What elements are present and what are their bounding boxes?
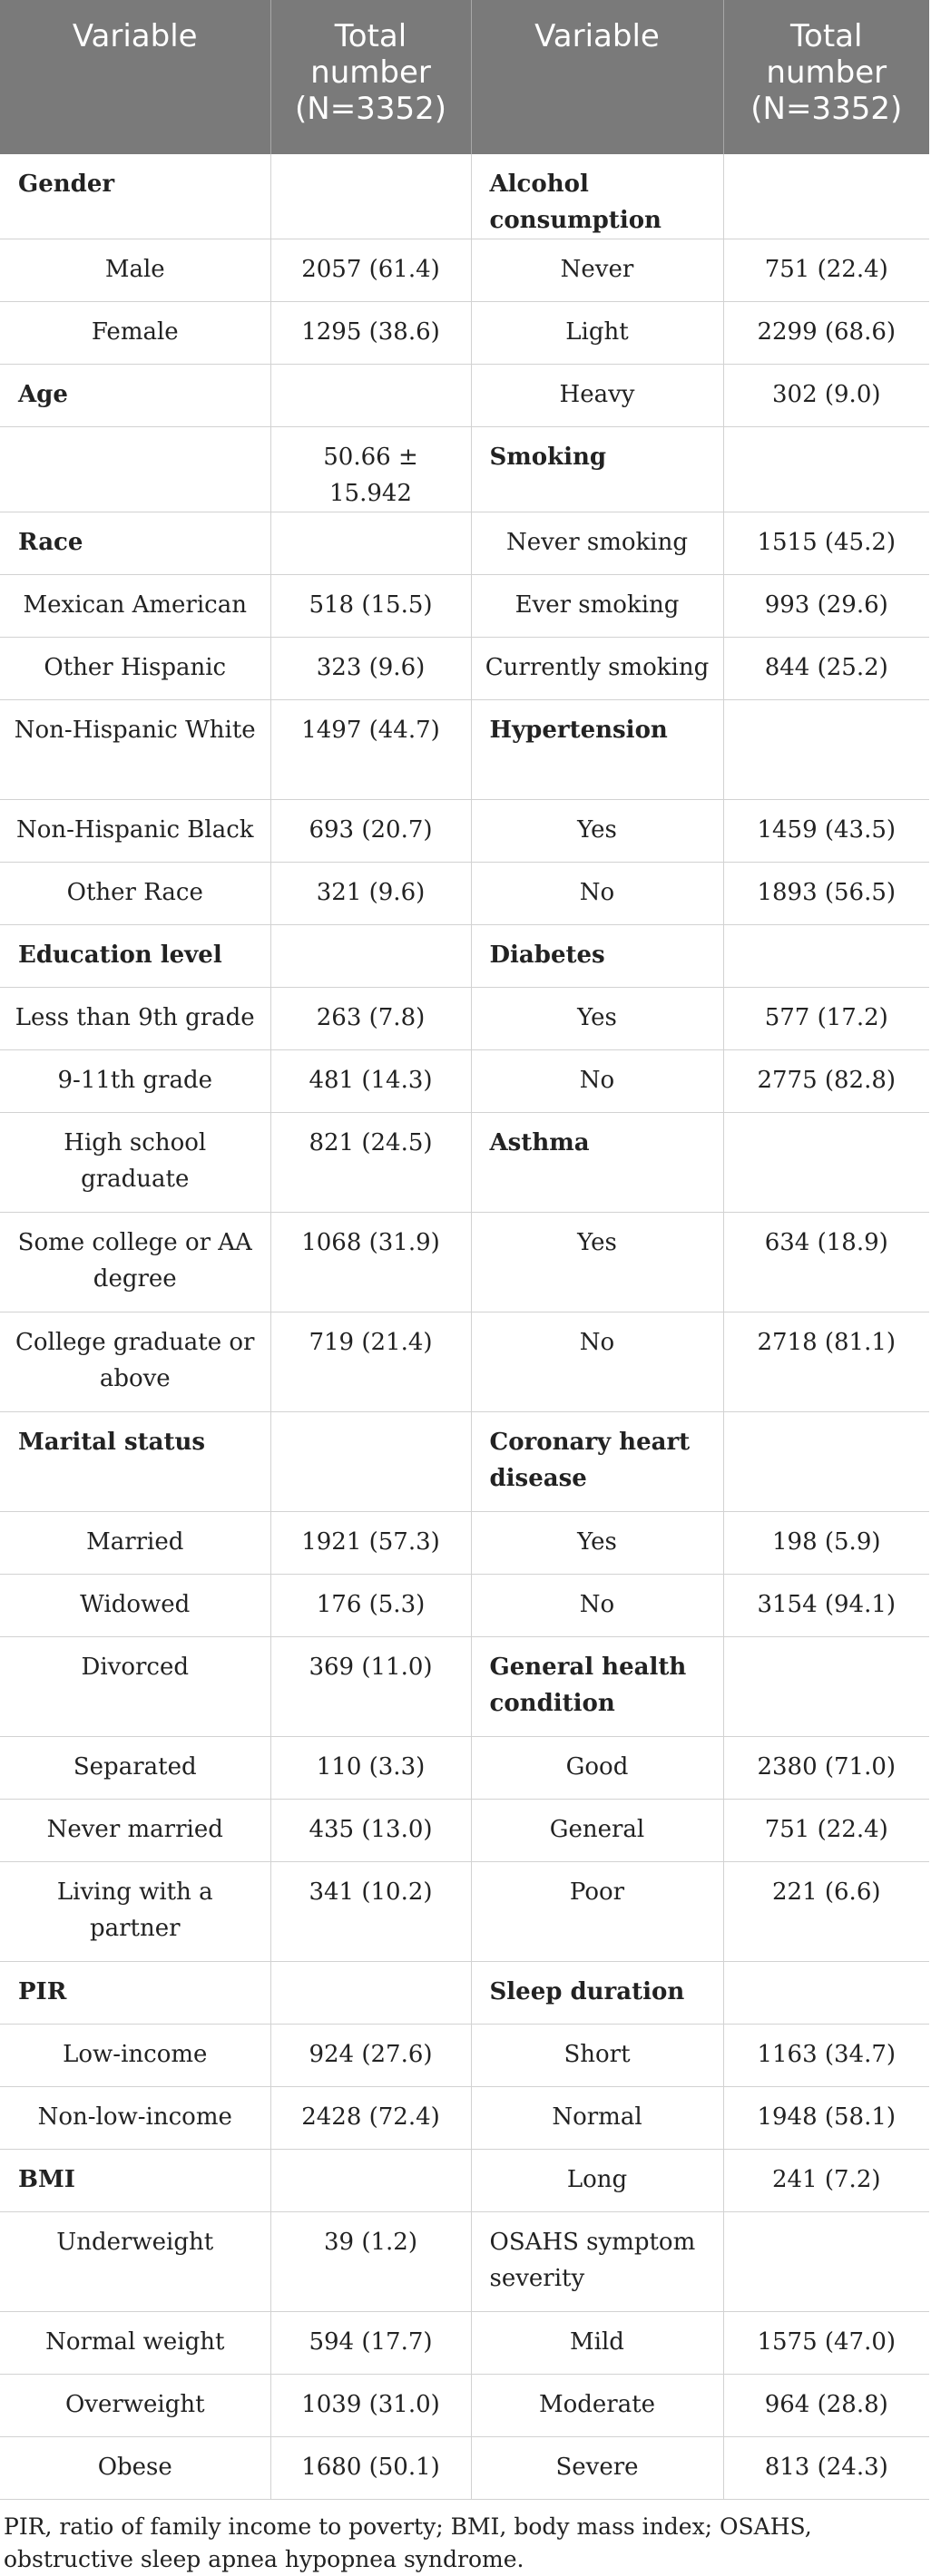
cell-right-count: 2299 (68.6) — [723, 302, 929, 365]
table-row — [0, 863, 929, 925]
cell-right-count: 1459 (43.5) — [723, 800, 929, 863]
cell-right-count — [723, 925, 929, 988]
cell-right-variable-category: Diabetes — [471, 925, 723, 988]
cell-left-count: 110 (3.3) — [270, 1737, 471, 1800]
table-row — [0, 2437, 929, 2500]
cell-left-count: 1039 (31.0) — [270, 2375, 471, 2437]
cell-right-variable: Poor — [471, 1862, 723, 1962]
cell-right-count: 844 (25.2) — [723, 638, 929, 700]
cell-right-variable: Long — [471, 2150, 723, 2212]
cell-left-count: 369 (11.0) — [270, 1637, 471, 1737]
cell-right-variable: Never — [471, 239, 723, 302]
table-row — [0, 2025, 929, 2087]
cell-left-count: 2428 (72.4) — [270, 2087, 471, 2150]
table-row — [0, 638, 929, 700]
cell-right-variable: No — [471, 863, 723, 925]
cell-left-count — [270, 1962, 471, 2025]
table-row — [0, 2212, 929, 2312]
cell-right-variable-category: Coronary heart disease — [471, 1412, 723, 1512]
cell-left-count — [270, 365, 471, 427]
cell-right-variable: Short — [471, 2025, 723, 2087]
cell-left-count: 176 (5.3) — [270, 1575, 471, 1637]
table-row — [0, 1412, 929, 1512]
table-row — [0, 1512, 929, 1575]
cell-left-count: 323 (9.6) — [270, 638, 471, 700]
cell-right-count: 1948 (58.1) — [723, 2087, 929, 2150]
cell-left-variable-category: Education level — [0, 925, 270, 988]
cell-left-count: 1068 (31.9) — [270, 1213, 471, 1312]
cell-left-variable: Male — [0, 239, 270, 302]
cell-right-count: 1575 (47.0) — [723, 2312, 929, 2375]
cell-right-variable: Yes — [471, 1512, 723, 1575]
cell-right-variable: Yes — [471, 800, 723, 863]
cell-right-count: 2775 (82.8) — [723, 1050, 929, 1113]
cell-left-count: 1680 (50.1) — [270, 2437, 471, 2500]
cell-right-count: 751 (22.4) — [723, 239, 929, 302]
table-row — [0, 2375, 929, 2437]
cell-left-variable: High school graduate — [0, 1113, 270, 1213]
table-row — [0, 1575, 929, 1637]
cell-right-count: 964 (28.8) — [723, 2375, 929, 2437]
cell-right-count: 1163 (34.7) — [723, 2025, 929, 2087]
header-total-right: Total number (N=3352) — [723, 0, 929, 154]
cell-left-count: 821 (24.5) — [270, 1113, 471, 1213]
cell-left-variable: Never married — [0, 1800, 270, 1862]
cell-right-count: 2380 (71.0) — [723, 1737, 929, 1800]
table-row — [0, 365, 929, 427]
cell-right-count: 993 (29.6) — [723, 575, 929, 638]
cell-left-variable: Separated — [0, 1737, 270, 1800]
cell-left-variable: Overweight — [0, 2375, 270, 2437]
table-row — [0, 427, 929, 512]
cell-left-variable-category: BMI — [0, 2150, 270, 2212]
cell-left-variable: Other Race — [0, 863, 270, 925]
table-row — [0, 1113, 929, 1213]
cell-left-count: 719 (21.4) — [270, 1312, 471, 1412]
header-total-left: Total number (N=3352) — [270, 0, 471, 154]
table-row — [0, 1312, 929, 1412]
cell-right-count: 634 (18.9) — [723, 1213, 929, 1312]
table-row — [0, 575, 929, 638]
cell-left-count: 1295 (38.6) — [270, 302, 471, 365]
cell-right-variable: Ever smoking — [471, 575, 723, 638]
cell-right-variable: Never smoking — [471, 512, 723, 575]
cell-right-variable-category: General health condition — [471, 1637, 723, 1737]
cell-left-count: 50.66 ± 15.942 — [270, 427, 471, 512]
cell-left-variable — [0, 427, 270, 512]
cell-right-count — [723, 427, 929, 512]
cell-right-variable: Light — [471, 302, 723, 365]
cell-right-variable: Yes — [471, 988, 723, 1050]
cell-left-variable: Underweight — [0, 2212, 270, 2312]
cell-left-count: 1921 (57.3) — [270, 1512, 471, 1575]
cell-left-variable: Non-Hispanic Black — [0, 800, 270, 863]
cell-left-variable: Other Hispanic — [0, 638, 270, 700]
cell-right-count: 302 (9.0) — [723, 365, 929, 427]
cell-left-variable: Normal weight — [0, 2312, 270, 2375]
cell-right-count — [723, 154, 929, 239]
cell-right-count — [723, 2212, 929, 2312]
cell-left-variable: Some college or AA degree — [0, 1213, 270, 1312]
cell-right-variable: No — [471, 1050, 723, 1113]
cell-left-count: 594 (17.7) — [270, 2312, 471, 2375]
cell-left-count: 263 (7.8) — [270, 988, 471, 1050]
cell-left-count — [270, 925, 471, 988]
table-footnote: PIR, ratio of family income to poverty; BMI, body mass index; OSAHS, obstructive sleep apnea hypopnea syndrome. — [4, 2513, 812, 2572]
cell-left-count: 924 (27.6) — [270, 2025, 471, 2087]
cell-left-variable: Low-income — [0, 2025, 270, 2087]
cell-right-count: 2718 (81.1) — [723, 1312, 929, 1412]
cell-left-variable: Divorced — [0, 1637, 270, 1737]
cell-right-count — [723, 700, 929, 800]
cell-left-count — [270, 1412, 471, 1512]
cell-right-variable: Severe — [471, 2437, 723, 2500]
cell-right-variable-category: Alcohol consumption — [471, 154, 723, 239]
table-row — [0, 988, 929, 1050]
table-row — [0, 302, 929, 365]
table-row — [0, 2087, 929, 2150]
cell-left-count — [270, 2150, 471, 2212]
cell-left-count: 39 (1.2) — [270, 2212, 471, 2312]
table-row — [0, 512, 929, 575]
cell-left-count — [270, 154, 471, 239]
cell-left-count: 481 (14.3) — [270, 1050, 471, 1113]
cell-right-count: 813 (24.3) — [723, 2437, 929, 2500]
cell-left-variable: Female — [0, 302, 270, 365]
cell-right-count: 1893 (56.5) — [723, 863, 929, 925]
table-row — [0, 1637, 929, 1737]
cell-left-count: 341 (10.2) — [270, 1862, 471, 1962]
cell-right-variable: Normal — [471, 2087, 723, 2150]
cell-left-variable: College graduate or above — [0, 1312, 270, 1412]
cell-right-variable-category: Sleep duration — [471, 1962, 723, 2025]
cell-left-variable: Living with a partner — [0, 1862, 270, 1962]
cell-left-variable: Non-low-income — [0, 2087, 270, 2150]
cell-right-count — [723, 1113, 929, 1213]
header-row — [0, 0, 929, 154]
cell-left-variable: Non-Hispanic White — [0, 700, 270, 800]
cell-left-variable-category: Marital status — [0, 1412, 270, 1512]
cell-left-variable-category: PIR — [0, 1962, 270, 2025]
table-body — [0, 154, 929, 2500]
cell-right-variable: Moderate — [471, 2375, 723, 2437]
table-row — [0, 1862, 929, 1962]
table-row — [0, 1962, 929, 2025]
cell-right-count: 241 (7.2) — [723, 2150, 929, 2212]
cell-right-variable: Currently smoking — [471, 638, 723, 700]
cell-right-variable: No — [471, 1575, 723, 1637]
cell-left-count: 1497 (44.7) — [270, 700, 471, 800]
table-row — [0, 1213, 929, 1312]
cell-left-count: 518 (15.5) — [270, 575, 471, 638]
cell-left-variable: Widowed — [0, 1575, 270, 1637]
cell-right-variable: OSAHS symptom severity — [471, 2212, 723, 2312]
cell-right-count — [723, 1412, 929, 1512]
cell-right-count: 577 (17.2) — [723, 988, 929, 1050]
cell-right-count — [723, 1637, 929, 1737]
table-row — [0, 1050, 929, 1113]
cell-right-count: 198 (5.9) — [723, 1512, 929, 1575]
cell-left-count: 2057 (61.4) — [270, 239, 471, 302]
cell-right-variable-category: Asthma — [471, 1113, 723, 1213]
cell-left-count: 693 (20.7) — [270, 800, 471, 863]
cell-right-count — [723, 1962, 929, 2025]
table-row — [0, 2150, 929, 2212]
cell-left-variable-category: Gender — [0, 154, 270, 239]
cell-left-variable: Less than 9th grade — [0, 988, 270, 1050]
cell-left-count: 321 (9.6) — [270, 863, 471, 925]
table-header — [0, 0, 929, 154]
cell-left-variable-category: Race — [0, 512, 270, 575]
cell-left-variable: 9-11th grade — [0, 1050, 270, 1113]
cell-right-count: 221 (6.6) — [723, 1862, 929, 1962]
cell-right-variable: Mild — [471, 2312, 723, 2375]
table-row — [0, 154, 929, 239]
cell-right-variable-category: Hypertension — [471, 700, 723, 800]
cell-left-variable: Obese — [0, 2437, 270, 2500]
table-row — [0, 239, 929, 302]
cell-right-count: 751 (22.4) — [723, 1800, 929, 1862]
table-row — [0, 1737, 929, 1800]
header-variable-right: Variable — [471, 0, 723, 154]
table-row — [0, 700, 929, 800]
cell-right-variable-category: Smoking — [471, 427, 723, 512]
cell-left-variable: Mexican American — [0, 575, 270, 638]
cell-left-variable: Married — [0, 1512, 270, 1575]
cell-left-count — [270, 512, 471, 575]
header-variable-left: Variable — [0, 0, 270, 154]
cell-right-variable: Good — [471, 1737, 723, 1800]
table-row — [0, 1800, 929, 1862]
cell-right-count: 1515 (45.2) — [723, 512, 929, 575]
cell-right-variable: No — [471, 1312, 723, 1412]
cell-right-count: 3154 (94.1) — [723, 1575, 929, 1637]
table-row — [0, 2312, 929, 2375]
cell-left-variable-category: Age — [0, 365, 270, 427]
table-row — [0, 925, 929, 988]
cell-left-count: 435 (13.0) — [270, 1800, 471, 1862]
cell-right-variable: General — [471, 1800, 723, 1862]
cell-right-variable: Heavy — [471, 365, 723, 427]
cell-right-variable: Yes — [471, 1213, 723, 1312]
table-row — [0, 800, 929, 863]
